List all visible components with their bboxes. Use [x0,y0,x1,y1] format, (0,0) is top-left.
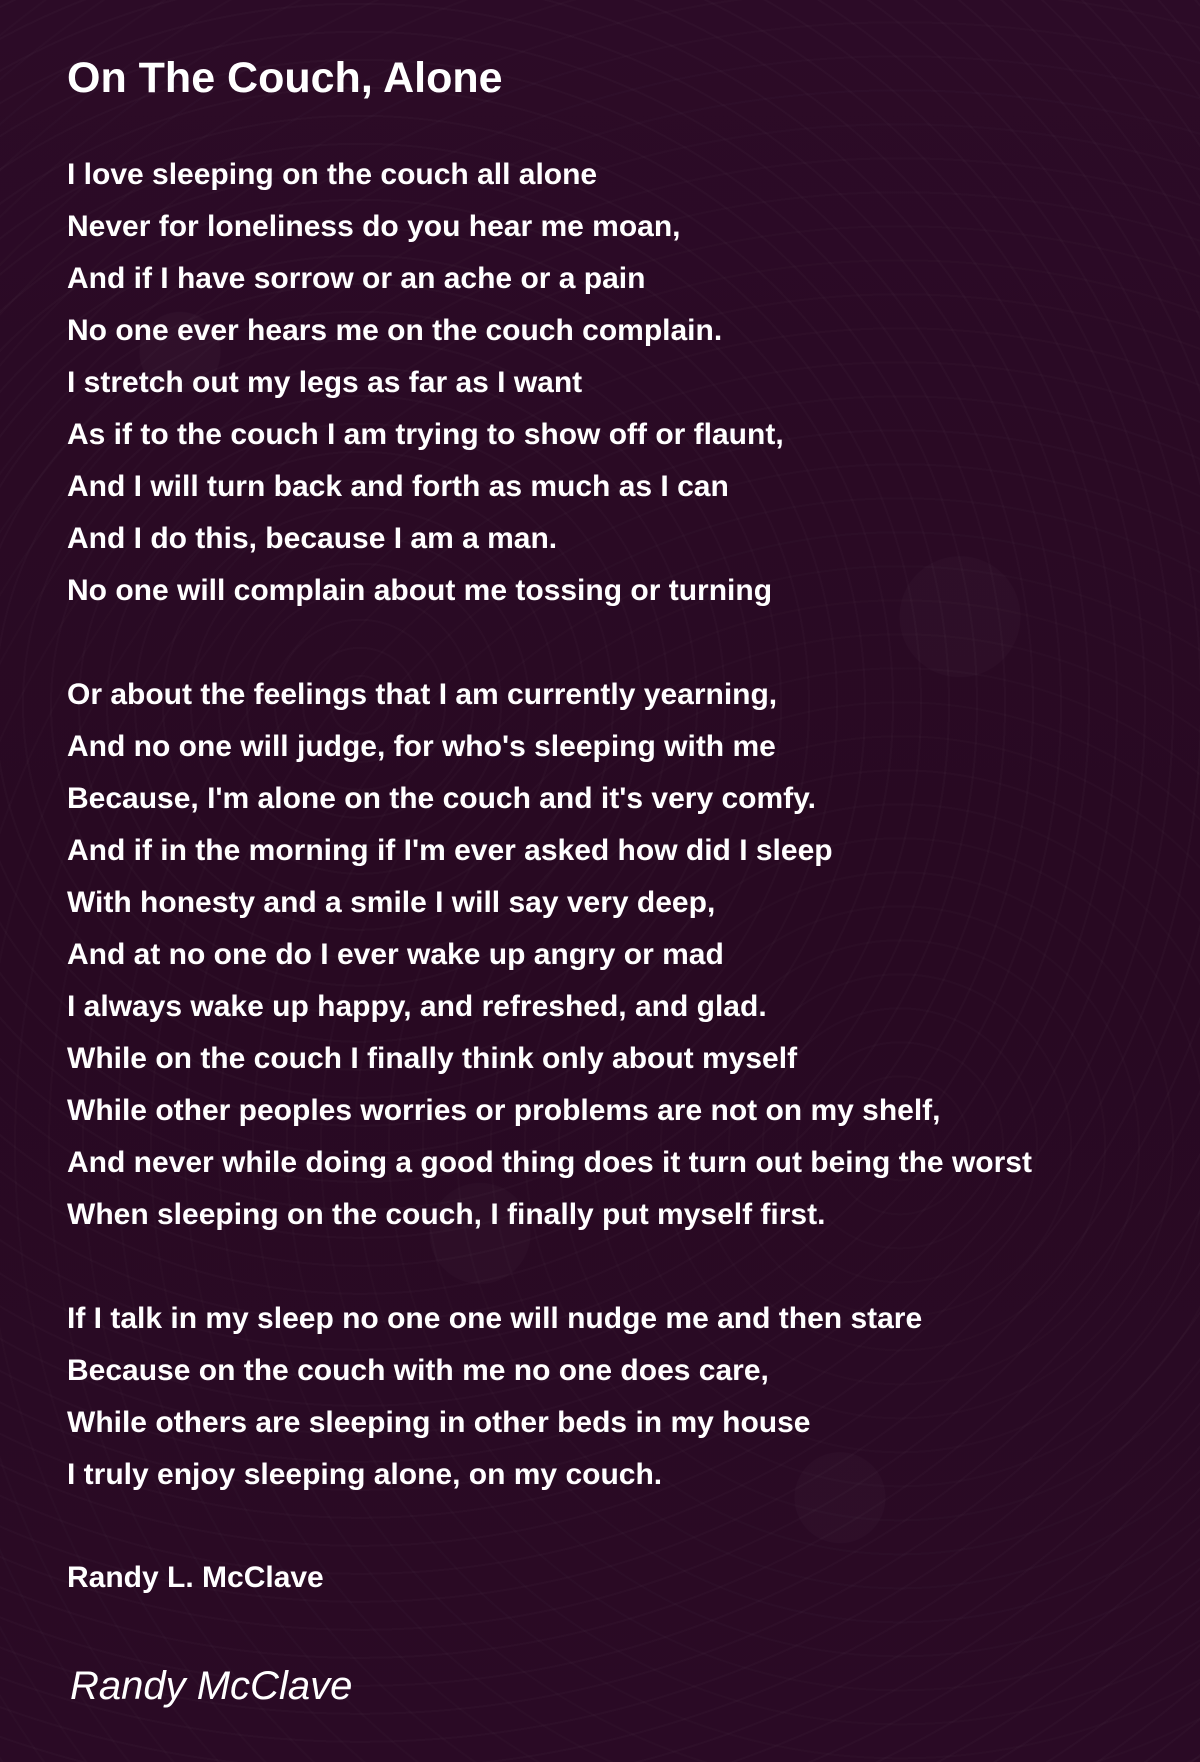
poem-line: When sleeping on the couch, I finally put myself first. [67,1198,826,1231]
poem-body [67,149,1177,1553]
poem-line: No one ever hears me on the couch complain. [67,314,723,347]
stanza-2 [67,669,1177,1241]
poem-line: While other peoples worries or problems are not on my shelf, [67,1094,941,1127]
poem-line: And I will turn back and forth as much as I can [67,470,729,503]
author-signature: Randy McClave [70,1664,353,1708]
poem-line: And I do this, because I am a man. [67,522,558,555]
poem-line: Because, I'm alone on the couch and it's very comfy. [67,782,816,815]
poem-line: And never while doing a good thing does it turn out being the worst [67,1146,1032,1179]
poem-line: With honesty and a smile I will say very deep, [67,886,716,919]
poem-line: And if I have sorrow or an ache or a pain [67,262,646,295]
poem-line: As if to the couch I am trying to show off or flaunt, [67,418,784,451]
poem-line: And at no one do I ever wake up angry or mad [67,938,724,971]
poem-line: I stretch out my legs as far as I want [67,366,583,399]
poem-line: If I talk in my sleep no one one will nudge me and then stare [67,1302,923,1335]
poem-line: I love sleeping on the couch all alone [67,158,598,191]
poem-author: Randy L. McClave [67,1561,324,1594]
poem-line: And if in the morning if I'm ever asked how did I sleep [67,834,833,867]
poem-line: Never for loneliness do you hear me moan, [67,210,681,243]
poem-line: No one will complain about me tossing or turning [67,574,773,607]
poem-title: On The Couch, Alone [67,54,503,102]
poem-line: While others are sleeping in other beds in my house [67,1406,811,1439]
poem-line: While on the couch I finally think only about myself [67,1042,798,1075]
poem-line: Or about the feelings that I am currently yearning, [67,678,778,711]
poem-line: I truly enjoy sleeping alone, on my couch. [67,1458,663,1491]
poem-line: And no one will judge, for who's sleeping with me [67,730,776,763]
stanza-3 [67,1293,1177,1501]
poem-line: I always wake up happy, and refreshed, and glad. [67,990,767,1023]
poem-line: Because on the couch with me no one does care, [67,1354,769,1387]
stanza-1 [67,149,1177,617]
